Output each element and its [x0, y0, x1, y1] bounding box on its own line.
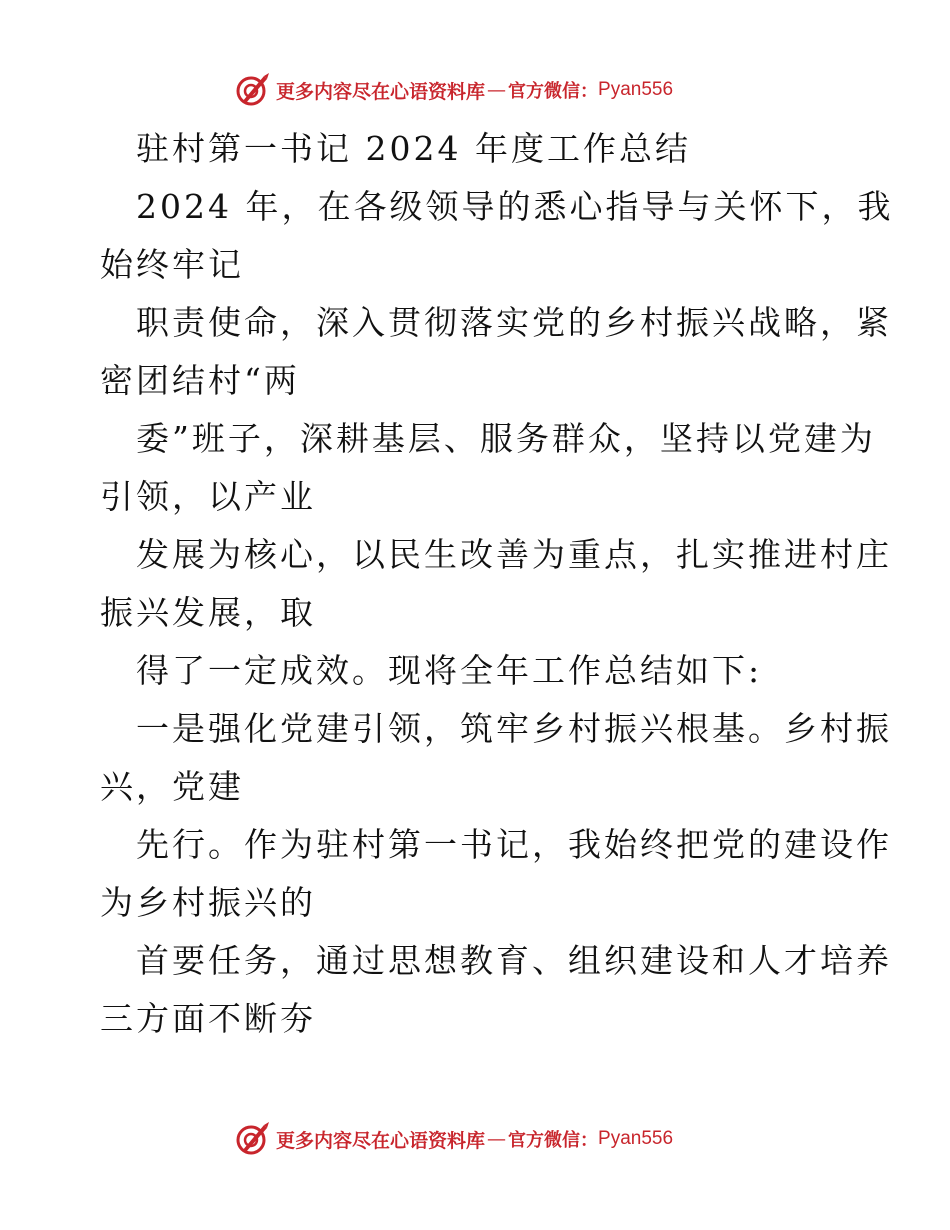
document-title: 驻村第一书记 2024 年度工作总结	[136, 129, 691, 168]
watermark-dash: —	[487, 79, 507, 101]
text-line: 引领，以产业	[100, 477, 316, 516]
text-line: 一是强化党建引领，筑牢乡村振兴根基。乡村振	[136, 709, 892, 748]
text-line: 三方面不断夯	[100, 999, 316, 1038]
quill-logo-icon	[234, 1121, 270, 1157]
document-body	[100, 120, 894, 1048]
text-line: 为乡村振兴的	[100, 883, 316, 922]
watermark-site-text: 更多内容尽在心语资料库	[276, 1129, 486, 1152]
quill-logo-icon	[234, 72, 270, 108]
text-line: 2024 年，在各级领导的悉心指导与关怀下，我	[136, 187, 894, 226]
header-watermark	[234, 70, 673, 110]
watermark-site-text: 更多内容尽在心语资料库	[276, 80, 486, 103]
text-line: 得了一定成效。现将全年工作总结如下:	[136, 651, 763, 690]
text-line: 发展为核心，以民生改善为重点，扎实推进村庄	[136, 535, 892, 574]
text-line: 职责使命，深入贯彻落实党的乡村振兴战略，紧	[136, 303, 892, 342]
text-line: 密团结村“两	[100, 361, 300, 400]
text-line: 振兴发展，取	[100, 593, 316, 632]
watermark-wechat-label: 官方微信：	[508, 81, 599, 102]
text-line: 始终牢记	[100, 245, 244, 284]
watermark-wechat-id: Pyan556	[598, 79, 674, 100]
watermark-dash: —	[487, 1128, 507, 1150]
text-line: 先行。作为驻村第一书记，我始终把党的建设作	[136, 825, 892, 864]
text-line: 首要任务，通过思想教育、组织建设和人才培养	[136, 941, 892, 980]
text-line: 委”班子，深耕基层、服务群众，坚持以党建为	[136, 419, 876, 458]
watermark-wechat-label: 官方微信：	[508, 1130, 599, 1151]
text-line: 兴，党建	[100, 767, 244, 806]
watermark-wechat-id: Pyan556	[598, 1128, 674, 1149]
footer-watermark	[234, 1119, 673, 1159]
